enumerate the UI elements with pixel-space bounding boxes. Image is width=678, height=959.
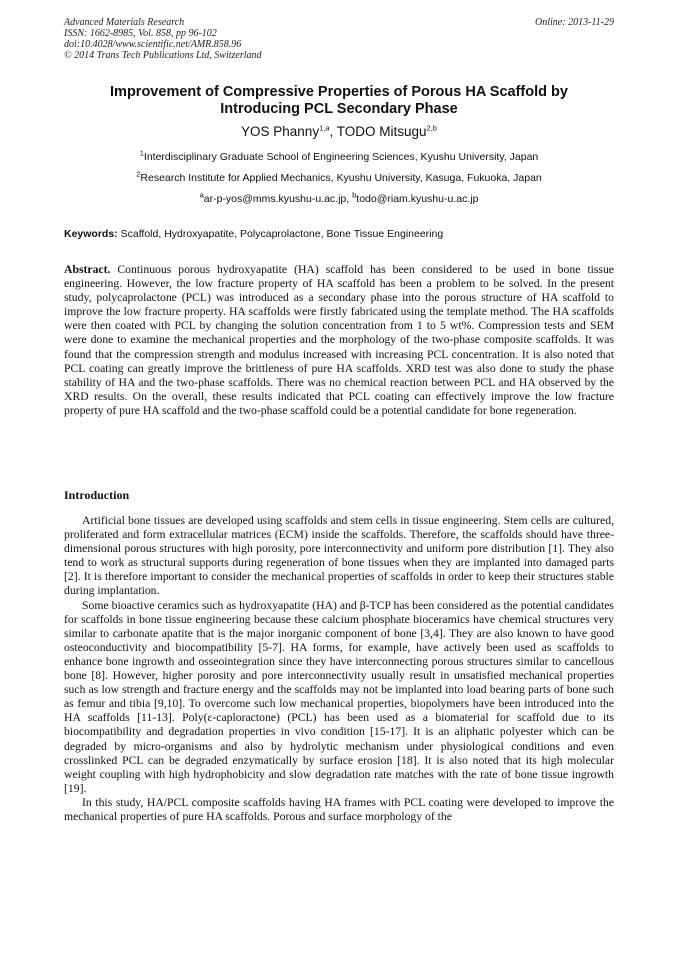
issn-line: ISSN: 1662-8985, Vol. 858, pp 96-102 [64,28,217,39]
email-line [64,190,614,206]
abstract-label: Abstract. [64,263,111,276]
affiliation-1 [64,148,614,164]
copyright-line: © 2014 Trans Tech Publications Ltd, Switzerland [64,50,262,61]
journal-name: Advanced Materials Research [64,17,185,28]
keywords-label: Keywords: [64,228,118,240]
affiliation-text: Interdisciplinary Graduate School of Engineering Sciences, Kyushu University, Japan [143,151,539,163]
author-affiliation-mark: 2,b [426,123,437,133]
email-link[interactable]: ar-p-yos@mms.kyushu-u.ac.jp, [203,193,353,205]
email-mark: a [199,190,204,200]
section-heading: Introduction [64,488,130,502]
affiliation-text: Research Institute for Applied Mechanics, Kyushu University, Kasuga, Fukuoka, Japan [140,172,542,184]
email-link[interactable]: todo@riam.kyushu-u.ac.jp [356,193,479,205]
email-mark: b [352,190,357,200]
keywords-text: Scaffold, Hydroxyapatite, Polycaprolactone, Bone Tissue Engineering [117,228,444,240]
affiliation-2 [64,169,614,185]
paragraph: Artificial bone tissues are developed using scaffolds and stem cells in tissue engineering. Stem cells are cultured, proliferated and form extracellular matrices (ECM) inside the scaffolds. Therefore, the scaffolds should have three-dimensional porous structures with high porosity, pore interconnectivity and uniform pore distribution [1]. They also tend to work as structural supports during regeneration of bone tissues when they are implanted into damaged parts [2]. It is therefore important to consider the mechanical properties of scaffolds in order to keep their structures stable during implantation. [64,514,614,598]
author-separator: , [329,124,337,139]
author-name: YOS Phanny [241,124,320,139]
title-line-2: Introducing PCL Secondary Phase [220,101,458,117]
affiliation-mark: 2 [136,169,141,179]
paper-title [64,84,614,118]
title-line-1: Improvement of Compressive Properties of Porous HA Scaffold by [110,84,568,100]
author-list [64,124,614,140]
paragraph: In this study, HA/PCL composite scaffolds having HA frames with PCL coating were developed to improve the mechanical properties of pure HA scaffolds. Porous and surface morphology of the [64,795,614,823]
abstract-text: Continuous porous hydroxyapatite (HA) scaffold has been considered to be used in bone tissue engineering. However, the low fracture property of HA scaffold has been a problem to be solved. In the present study, polycaprolactone (PCL) was introduced as a secondary phase into the porous structure of HA scaffold to improve the low fracture property. HA scaffolds were firstly fabricated using the template method. The HA scaffolds were then coated with PCL by changing the solution concentration from 1 to 5 wt%. Compression tests and SEM were done to examine the mechanical properties and the morphology of the two-phase composite scaffolds. It was found that the compression strength and modulus increased with increasing PCL concentration. It is also noted that PCL coating can greatly improve the brittleness of pure HA scaffolds. XRD test was also done to study the phase stability of HA and the two-phase scaffolds. There was no chemical reaction between PCL and HA observed by the XRD results. On the overall, these results indicated that PCL coating can effectively improve the low fracture property of pure HA scaffold and the two-phase scaffold could be a potential candidate for bone regeneration. [64,263,614,417]
doi-line: doi:10.4028/www.scientific.net/AMR.858.96 [64,39,242,50]
author-affiliation-mark: 1,a [319,123,330,133]
paragraph: Some bioactive ceramics such as hydroxyapatite (HA) and β-TCP has been considered as the potential candidates for scaffolds in bone tissue engineering because these calcium phosphate bioceramics have chemical structures very similar to carbonate apatite that is the major inorganic component of bone [3,4]. They are also known to have good osteoconductivity and biocompatibility [5-7]. HA forms, for example, have actively been used as scaffolds to enhance bone ingrowth and osseointegration since they have interconnecting porous structures similar to cancellous bone [8]. However, higher porosity and pore interconnectivity usually result in unsatisfied mechanical properties such as low strength and fracture energy and the scaffolds may not be implanted into load bearing parts of bone such as femur and tibia [9,10]. To overcome such low mechanical properties, biopolymers have been introduced into the HA scaffolds [11-13]. Poly(ε-caploractone) (PCL) has been used as a biomaterial for scaffold due to its biocompatibility and degradation properties in vivo condition [15-17]. It is an aliphatic polyester which can be degraded by micro-organisms and also by hydrolytic mechanism under physiological conditions and even crosslinked PCL can be degraded enzymatically by surface erosion [18]. It is also noted that its high molecular weight coupling with high hydrophobicity and slow degradation rate matches with the rate of bone tissue ingrowth [19]. [64,598,614,795]
journal-header [64,17,614,61]
keywords [64,228,614,241]
affiliation-mark: 1 [139,148,144,158]
introduction-body [64,514,614,824]
author-name: TODO Mitsugu [336,124,427,139]
online-date: Online: 2013-11-29 [535,17,614,28]
abstract [64,263,614,418]
